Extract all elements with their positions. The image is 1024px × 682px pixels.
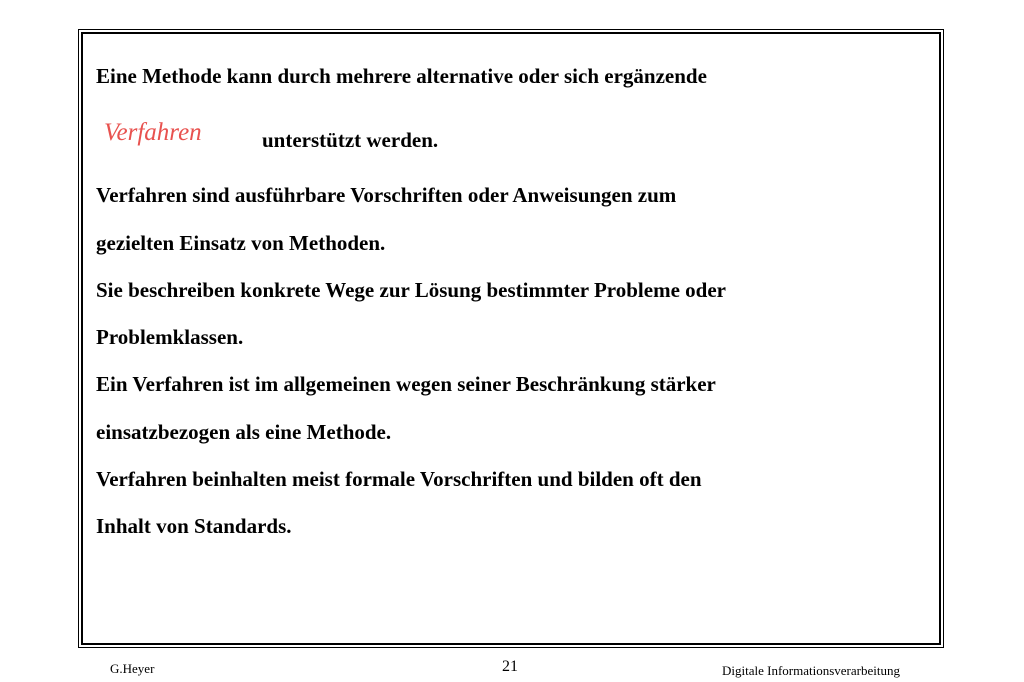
paragraph-line: Sie beschreiben konkrete Wege zur Lösung bestimmter Probleme oder: [96, 278, 726, 302]
paragraph-line: Verfahren sind ausführbare Vorschriften oder Anweisungen zum: [96, 183, 677, 207]
intro-rest: unterstützt werden.: [262, 128, 439, 152]
paragraph-line: Inhalt von Standards.: [96, 514, 292, 538]
intro-line: Eine Methode kann durch mehrere alternative oder sich ergänzende: [96, 64, 707, 88]
keyword-verfahren: Verfahren: [104, 119, 202, 146]
footer-page-number: 21: [502, 658, 518, 675]
footer-course: Digitale Informationsverarbeitung: [722, 663, 900, 678]
paragraph-line: einsatzbezogen als eine Methode.: [96, 420, 392, 444]
paragraph-line: Verfahren beinhalten meist formale Vorschriften und bilden oft den: [96, 467, 702, 491]
paragraph-line: Problemklassen.: [96, 325, 244, 349]
paragraph-line: Ein Verfahren ist im allgemeinen wegen seiner Beschränkung stärker: [96, 372, 716, 396]
footer-author: G.Heyer: [110, 661, 155, 676]
paragraph-line: gezielten Einsatz von Methoden.: [96, 231, 386, 255]
